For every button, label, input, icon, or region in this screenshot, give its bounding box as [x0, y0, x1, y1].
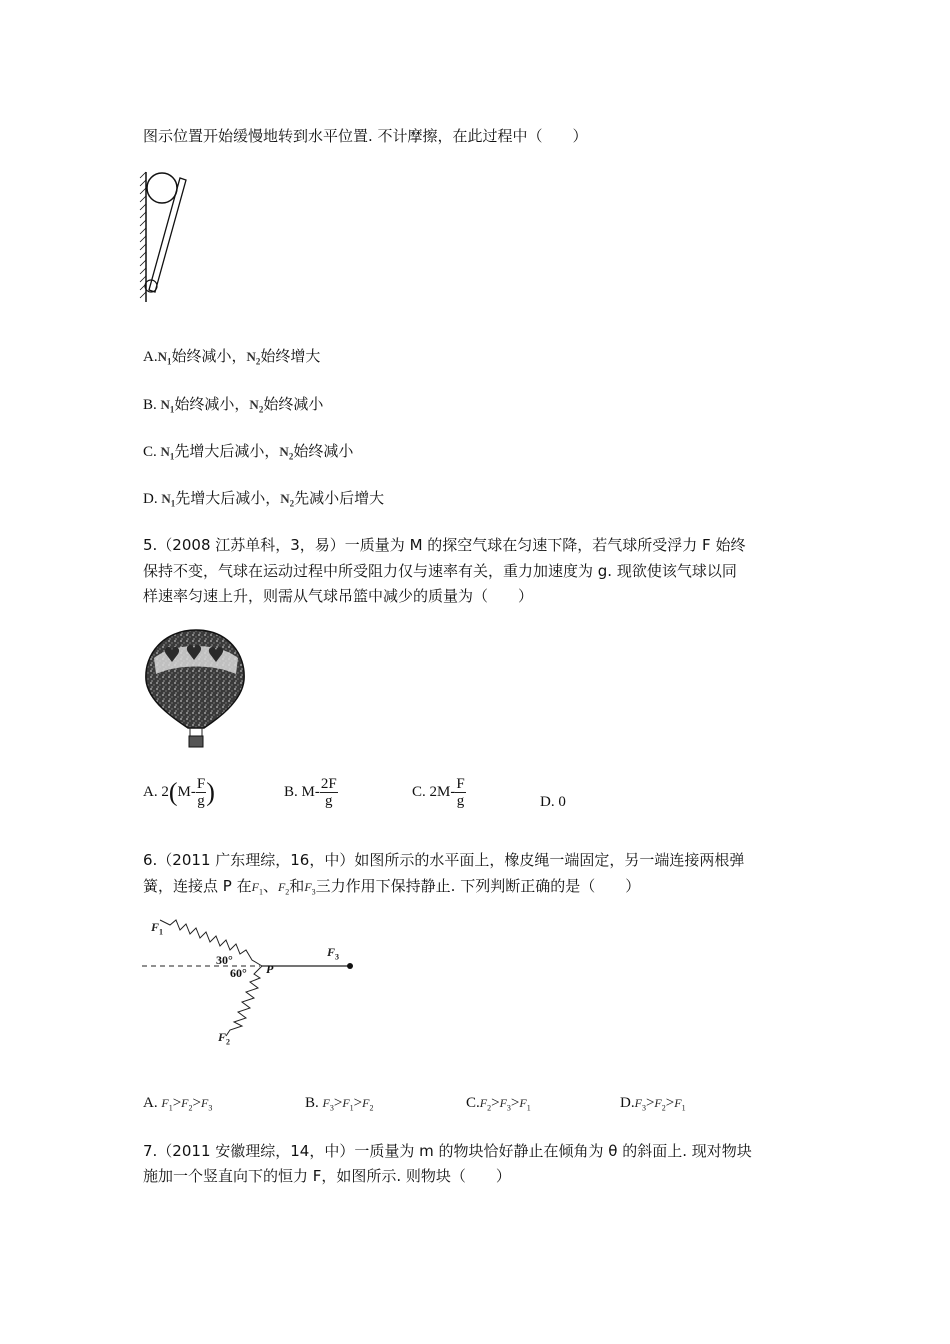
q6-option-a[interactable]: A. $F_1>F_2>F_3$	[143, 1095, 213, 1113]
q6-stem-line1: 6.（2011 广东理综，16，中）如图所示的水平面上，橡皮绳一端固定，另一端连接两根弹	[143, 851, 745, 869]
n1-symbol: $N_1$	[161, 491, 176, 509]
q4-option-a[interactable]: $A.N_1$始终减小，$N_2$始终增大	[143, 347, 321, 367]
n1-symbol: $N_1$	[157, 349, 172, 367]
q4-stem: 图示位置开始缓慢地转到水平位置. 不计摩擦，在此过程中（ ）	[143, 127, 588, 145]
q5-option-b[interactable]: B. M- $\frac{2F}{g}$	[284, 776, 337, 809]
q5-stem-line2: 保持不变，气球在运动过程中所受阻力仅与速率有关，重力加速度为 g. 现欲使该气球以同	[143, 562, 737, 580]
q4-option-b[interactable]: B. $N_1$始终减小，$N_2$始终减小	[143, 395, 324, 415]
q5-stem-line3: 样速率匀速上升，则需从气球吊篮中减少的质量为（ ）	[143, 587, 534, 605]
q4-option-d[interactable]: D. $N_1$先增大后减小，$N_2$先减小后增大	[143, 489, 385, 509]
fraction-f-over-g: $\frac{F}{g}$	[196, 776, 206, 809]
q5-option-c[interactable]: C. 2M- $\frac{F}{g}$	[412, 776, 465, 809]
angle-60-label: 60°	[230, 966, 247, 980]
q7-stem-line1: 7.（2011 安徽理综，14，中）一质量为 m 的物块恰好静止在倾角为 θ 的斜面上. 现对物块	[143, 1142, 752, 1160]
n1-symbol: $N_1$	[160, 444, 175, 462]
n2-symbol: $N_2$	[279, 444, 294, 462]
angle-30-label: 30°	[216, 953, 233, 967]
q6-force-diagram	[140, 912, 370, 1052]
q6-stem-line2: 簧，连接点 P 在$F_1$、$F_2$和$F_3$三力作用下保持静止. 下列判断正确的是（ ）	[143, 877, 641, 897]
f1-symbol: $F_1$	[251, 880, 263, 897]
f1-label: $F_1$	[151, 920, 164, 937]
q6-option-c[interactable]: $C.F_2>F_3>F_1$	[466, 1095, 531, 1113]
n2-symbol: $N_2$	[249, 397, 264, 415]
n2-symbol: $N_2$	[246, 349, 261, 367]
q6-option-b[interactable]: B. $F_3>F_1>F_2$	[305, 1095, 374, 1113]
fraction-f-over-g: $\frac{F}{g}$	[456, 776, 465, 809]
q4-option-c[interactable]: C. $N_1$先增大后减小，$N_2$始终减小	[143, 442, 354, 462]
n1-symbol: $N_1$	[160, 397, 175, 415]
n2-symbol: $N_2$	[280, 491, 295, 509]
q7-stem-line2: 施加一个竖直向下的恒力 F，如图所示. 则物块（ ）	[143, 1167, 511, 1185]
f2-symbol: $F_2$	[277, 880, 290, 897]
f3-label: $F_3$	[327, 945, 340, 962]
point-p-label: P	[266, 962, 274, 976]
f2-label: $F_2$	[218, 1030, 231, 1047]
f3-symbol: $F_3$	[304, 880, 316, 897]
hot-air-balloon-image	[144, 628, 248, 750]
q5-stem-line1: 5.（2008 江苏单科，3，易）一质量为 M 的探空气球在匀速下降，若气球所受浮力 F 始终	[143, 536, 746, 554]
q4-wall-ball-figure	[138, 168, 198, 308]
q5-option-d[interactable]: D. 0	[540, 794, 566, 810]
fraction-2f-over-g: $\frac{2F}{g}$	[320, 776, 337, 809]
q6-option-d[interactable]: $D.F_3>F_2>F_1$	[620, 1095, 686, 1113]
q5-option-a[interactable]: A. 2(M- $\frac{F}{g}$ )	[143, 776, 215, 809]
